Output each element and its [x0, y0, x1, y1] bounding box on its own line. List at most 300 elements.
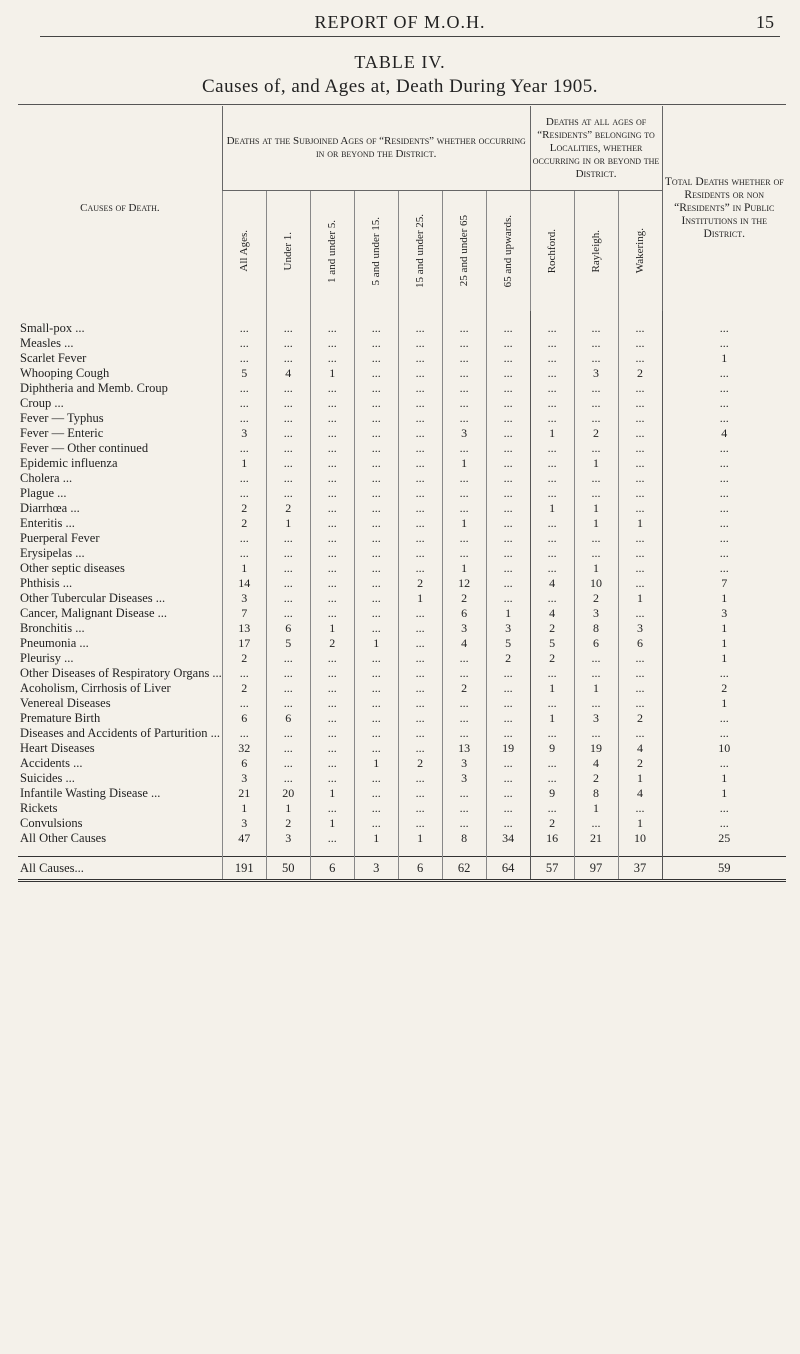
value-cell: ...: [310, 411, 354, 426]
page-number: 15: [756, 12, 774, 32]
value-cell: 21: [222, 786, 266, 801]
value-cell: ...: [398, 321, 442, 336]
value-cell: ...: [310, 741, 354, 756]
value-cell: 57: [530, 857, 574, 881]
value-cell: ...: [618, 651, 662, 666]
value-cell: ...: [618, 396, 662, 411]
value-cell: 1: [662, 636, 786, 651]
value-cell: ...: [530, 561, 574, 576]
value-cell: ...: [354, 696, 398, 711]
value-cell: 2: [222, 516, 266, 531]
value-cell: ...: [354, 471, 398, 486]
value-cell: ...: [618, 381, 662, 396]
value-cell: ...: [574, 726, 618, 741]
age-header-0: [222, 191, 266, 312]
value-cell: ...: [618, 486, 662, 501]
cause-name: Heart Diseases: [20, 741, 95, 755]
value-cell: ...: [574, 321, 618, 336]
value-cell: ...: [662, 396, 786, 411]
value-cell: ...: [398, 636, 442, 651]
value-cell: ...: [442, 441, 486, 456]
value-cell: ...: [222, 471, 266, 486]
value-cell: ...: [618, 606, 662, 621]
value-cell: ...: [442, 501, 486, 516]
cause-name: Measles ...: [20, 336, 74, 350]
value-cell: 4: [442, 636, 486, 651]
value-cell: ...: [486, 591, 530, 606]
value-cell: ...: [222, 411, 266, 426]
value-cell: ...: [266, 426, 310, 441]
value-cell: ...: [574, 351, 618, 366]
value-cell: 1: [354, 831, 398, 846]
value-cell: ...: [354, 336, 398, 351]
value-cell: ...: [398, 816, 442, 831]
value-cell: 3: [618, 621, 662, 636]
cause-header: Causes of Death.: [80, 202, 160, 214]
table-title: TABLE IV.: [354, 52, 446, 72]
value-cell: ...: [354, 681, 398, 696]
value-cell: ...: [310, 681, 354, 696]
value-cell: 3: [574, 711, 618, 726]
table-row: [18, 516, 786, 531]
value-cell: ...: [266, 411, 310, 426]
value-cell: ...: [486, 486, 530, 501]
value-cell: ...: [310, 441, 354, 456]
value-cell: ...: [486, 726, 530, 741]
value-cell: ...: [266, 441, 310, 456]
cause-name: Whooping Cough: [20, 366, 110, 380]
value-cell: 5: [222, 366, 266, 381]
value-cell: 1: [310, 621, 354, 636]
value-cell: ...: [310, 711, 354, 726]
value-cell: ...: [398, 366, 442, 381]
locality-header-2: [618, 191, 662, 312]
value-cell: 6: [618, 636, 662, 651]
value-cell: 1: [530, 711, 574, 726]
value-cell: ...: [574, 336, 618, 351]
value-cell: ...: [354, 801, 398, 816]
value-cell: ...: [354, 441, 398, 456]
value-cell: ...: [222, 381, 266, 396]
value-cell: ...: [354, 576, 398, 591]
value-cell: 2: [574, 771, 618, 786]
value-cell: ...: [486, 366, 530, 381]
value-cell: ...: [530, 666, 574, 681]
value-cell: ...: [442, 486, 486, 501]
value-cell: ...: [442, 696, 486, 711]
value-cell: ...: [398, 606, 442, 621]
value-cell: 1: [618, 591, 662, 606]
value-cell: ...: [266, 696, 310, 711]
value-cell: ...: [398, 381, 442, 396]
table-row: [18, 591, 786, 606]
value-cell: ...: [398, 786, 442, 801]
age-header-1-label: Under 1.: [281, 231, 294, 271]
value-cell: 7: [662, 576, 786, 591]
value-cell: 2: [530, 816, 574, 831]
value-cell: ...: [398, 456, 442, 471]
value-cell: 1: [530, 681, 574, 696]
value-cell: ...: [530, 321, 574, 336]
age-header-4: [398, 191, 442, 312]
value-cell: 1: [354, 756, 398, 771]
value-cell: 4: [574, 756, 618, 771]
value-cell: ...: [354, 321, 398, 336]
value-cell: 5: [530, 636, 574, 651]
value-cell: ...: [310, 396, 354, 411]
value-cell: 2: [574, 591, 618, 606]
value-cell: ...: [618, 321, 662, 336]
value-cell: ...: [486, 456, 530, 471]
value-cell: 2: [398, 576, 442, 591]
value-cell: 3: [442, 426, 486, 441]
value-cell: 191: [222, 857, 266, 881]
value-cell: ...: [486, 666, 530, 681]
value-cell: ...: [266, 336, 310, 351]
value-cell: 34: [486, 831, 530, 846]
value-cell: ...: [266, 486, 310, 501]
value-cell: 1: [442, 561, 486, 576]
value-cell: ...: [486, 576, 530, 591]
value-cell: ...: [354, 366, 398, 381]
value-cell: ...: [354, 486, 398, 501]
value-cell: ...: [310, 696, 354, 711]
value-cell: 13: [442, 741, 486, 756]
value-cell: ...: [662, 756, 786, 771]
value-cell: ...: [354, 816, 398, 831]
value-cell: 32: [222, 741, 266, 756]
value-cell: 97: [574, 857, 618, 881]
value-cell: 1: [310, 366, 354, 381]
value-cell: ...: [662, 711, 786, 726]
value-cell: 1: [530, 426, 574, 441]
table-row: [18, 486, 786, 501]
value-cell: ...: [442, 396, 486, 411]
value-cell: 2: [398, 756, 442, 771]
value-cell: ...: [442, 786, 486, 801]
value-cell: ...: [618, 456, 662, 471]
totals-label: All Causes...: [18, 857, 222, 881]
value-cell: ...: [222, 351, 266, 366]
value-cell: ...: [354, 456, 398, 471]
cause-name: Cancer, Malignant Disease ...: [20, 606, 168, 620]
value-cell: 1: [574, 561, 618, 576]
value-cell: ...: [530, 411, 574, 426]
table-row: [18, 396, 786, 411]
value-cell: ...: [354, 621, 398, 636]
table-row: [18, 576, 786, 591]
value-cell: 2: [222, 681, 266, 696]
value-cell: 62: [442, 857, 486, 881]
value-cell: ...: [310, 576, 354, 591]
value-cell: ...: [310, 471, 354, 486]
value-cell: ...: [398, 486, 442, 501]
cause-name: Scarlet Fever: [20, 351, 87, 365]
value-cell: ...: [310, 336, 354, 351]
value-cell: 2: [618, 366, 662, 381]
value-cell: ...: [222, 321, 266, 336]
value-cell: ...: [354, 591, 398, 606]
value-cell: ...: [266, 756, 310, 771]
age-header-2-label: 1 and under 5.: [325, 219, 338, 283]
value-cell: 1: [266, 516, 310, 531]
cause-name: Suicides ...: [20, 771, 75, 785]
value-cell: 4: [662, 426, 786, 441]
value-cell: ...: [662, 816, 786, 831]
value-cell: 21: [574, 831, 618, 846]
value-cell: ...: [574, 396, 618, 411]
value-cell: ...: [486, 681, 530, 696]
value-cell: ...: [266, 561, 310, 576]
value-cell: ...: [310, 321, 354, 336]
value-cell: 1: [222, 801, 266, 816]
table-row: [18, 366, 786, 381]
value-cell: 2: [266, 501, 310, 516]
value-cell: ...: [354, 786, 398, 801]
value-cell: ...: [310, 651, 354, 666]
value-cell: ...: [398, 801, 442, 816]
value-cell: ...: [662, 516, 786, 531]
cause-name: Other Tubercular Diseases ...: [20, 591, 166, 605]
value-cell: ...: [618, 426, 662, 441]
value-cell: ...: [618, 411, 662, 426]
value-cell: 8: [574, 621, 618, 636]
value-cell: ...: [266, 321, 310, 336]
value-cell: 2: [222, 501, 266, 516]
value-cell: ...: [530, 366, 574, 381]
value-cell: 1: [618, 516, 662, 531]
value-cell: 6: [398, 857, 442, 881]
value-cell: ...: [618, 501, 662, 516]
value-cell: 3: [354, 857, 398, 881]
value-cell: ...: [486, 381, 530, 396]
value-cell: ...: [486, 561, 530, 576]
value-cell: ...: [222, 666, 266, 681]
value-cell: ...: [486, 441, 530, 456]
value-cell: ...: [398, 726, 442, 741]
value-cell: ...: [266, 651, 310, 666]
value-cell: ...: [266, 471, 310, 486]
value-cell: 16: [530, 831, 574, 846]
value-cell: 59: [662, 857, 786, 881]
cause-name: All Other Causes: [20, 831, 107, 845]
value-cell: 6: [222, 756, 266, 771]
value-cell: ...: [354, 771, 398, 786]
value-cell: 6: [310, 857, 354, 881]
value-cell: ...: [442, 381, 486, 396]
age-header-6-label: 65 and upwards.: [501, 214, 514, 288]
value-cell: ...: [530, 381, 574, 396]
total-deaths-header: Total Deaths whether of Residents or non “Residents” in Public Institutions in the District.: [662, 106, 786, 311]
value-cell: 4: [618, 741, 662, 756]
value-cell: ...: [310, 516, 354, 531]
value-cell: ...: [574, 816, 618, 831]
value-cell: ...: [398, 426, 442, 441]
value-cell: ...: [266, 591, 310, 606]
value-cell: ...: [354, 666, 398, 681]
value-cell: ...: [398, 336, 442, 351]
value-cell: ...: [222, 696, 266, 711]
cause-name: Small-pox ...: [20, 321, 85, 335]
value-cell: 1: [574, 681, 618, 696]
value-cell: 1: [486, 606, 530, 621]
value-cell: ...: [354, 396, 398, 411]
value-cell: ...: [354, 411, 398, 426]
value-cell: 8: [442, 831, 486, 846]
value-cell: 10: [662, 741, 786, 756]
table-row: [18, 696, 786, 711]
value-cell: ...: [662, 471, 786, 486]
table-top-rule: [18, 104, 786, 105]
value-cell: 1: [354, 636, 398, 651]
value-cell: ...: [618, 576, 662, 591]
value-cell: ...: [398, 411, 442, 426]
value-cell: ...: [354, 351, 398, 366]
table-row: [18, 561, 786, 576]
value-cell: ...: [266, 771, 310, 786]
cause-name: Erysipelas ...: [20, 546, 85, 560]
value-cell: ...: [486, 756, 530, 771]
value-cell: ...: [618, 441, 662, 456]
value-cell: 1: [662, 696, 786, 711]
value-cell: ...: [574, 441, 618, 456]
value-cell: ...: [310, 771, 354, 786]
value-cell: ...: [354, 651, 398, 666]
value-cell: 1: [662, 621, 786, 636]
cause-name: Enteritis ...: [20, 516, 75, 530]
value-cell: ...: [398, 681, 442, 696]
value-cell: ...: [310, 351, 354, 366]
value-cell: ...: [310, 531, 354, 546]
table-row: [18, 666, 786, 681]
value-cell: ...: [354, 561, 398, 576]
value-cell: ...: [574, 531, 618, 546]
value-cell: ...: [442, 321, 486, 336]
value-cell: ...: [662, 666, 786, 681]
locality-header-1-label: Rayleigh.: [589, 229, 602, 273]
value-cell: ...: [662, 546, 786, 561]
cause-name: Phthisis ...: [20, 576, 73, 590]
value-cell: 1: [222, 456, 266, 471]
value-cell: ...: [574, 381, 618, 396]
value-cell: ...: [574, 651, 618, 666]
cause-name: Croup ...: [20, 396, 64, 410]
value-cell: ...: [266, 396, 310, 411]
value-cell: ...: [618, 561, 662, 576]
table-row: [18, 651, 786, 666]
value-cell: ...: [530, 591, 574, 606]
value-cell: ...: [618, 351, 662, 366]
value-cell: 3: [442, 621, 486, 636]
value-cell: ...: [574, 486, 618, 501]
value-cell: ...: [486, 396, 530, 411]
cause-name: Pleurisy ...: [20, 651, 74, 665]
value-cell: 17: [222, 636, 266, 651]
value-cell: 4: [266, 366, 310, 381]
value-cell: 9: [530, 786, 574, 801]
cause-name: Other Diseases of Respiratory Organs ...: [20, 666, 222, 680]
cause-name: Rickets: [20, 801, 58, 815]
value-cell: ...: [266, 681, 310, 696]
value-cell: ...: [530, 801, 574, 816]
value-cell: 3: [222, 591, 266, 606]
value-cell: 64: [486, 857, 530, 881]
value-cell: ...: [618, 801, 662, 816]
value-cell: 1: [574, 801, 618, 816]
value-cell: ...: [354, 726, 398, 741]
value-cell: 3: [486, 621, 530, 636]
value-cell: ...: [310, 426, 354, 441]
value-cell: 1: [398, 831, 442, 846]
value-cell: ...: [486, 801, 530, 816]
value-cell: 1: [662, 591, 786, 606]
value-cell: ...: [398, 621, 442, 636]
value-cell: 2: [222, 651, 266, 666]
value-cell: ...: [354, 546, 398, 561]
value-cell: 3: [222, 816, 266, 831]
value-cell: ...: [530, 471, 574, 486]
table-row: [18, 471, 786, 486]
spacer-row: [18, 846, 786, 857]
table-row: [18, 726, 786, 741]
value-cell: ...: [442, 336, 486, 351]
value-cell: 2: [266, 816, 310, 831]
cause-name: Fever — Typhus: [20, 411, 104, 425]
value-cell: 6: [266, 711, 310, 726]
value-cell: ...: [354, 711, 398, 726]
cause-name: Cholera ...: [20, 471, 73, 485]
value-cell: ...: [310, 756, 354, 771]
table-row: [18, 816, 786, 831]
value-cell: ...: [310, 591, 354, 606]
value-cell: ...: [662, 726, 786, 741]
value-cell: 13: [222, 621, 266, 636]
value-cell: 1: [662, 786, 786, 801]
value-cell: ...: [486, 471, 530, 486]
table-row: [18, 531, 786, 546]
cause-name: Venereal Diseases: [20, 696, 111, 710]
value-cell: ...: [310, 501, 354, 516]
value-cell: 12: [442, 576, 486, 591]
value-cell: ...: [442, 651, 486, 666]
table-row: [18, 786, 786, 801]
value-cell: 3: [222, 771, 266, 786]
value-cell: ...: [662, 486, 786, 501]
value-cell: ...: [398, 531, 442, 546]
cause-name: Epidemic influenza: [20, 456, 118, 470]
value-cell: ...: [266, 666, 310, 681]
age-header-4-label: 15 and under 25.: [413, 214, 426, 288]
value-cell: ...: [662, 366, 786, 381]
value-cell: ...: [486, 336, 530, 351]
value-cell: 50: [266, 857, 310, 881]
table-row: [18, 546, 786, 561]
cause-name: Bronchitis ...: [20, 621, 85, 635]
table-row: [18, 501, 786, 516]
value-cell: 2: [618, 756, 662, 771]
value-cell: ...: [486, 516, 530, 531]
spacer-row: [18, 311, 786, 321]
table-row: [18, 756, 786, 771]
value-cell: 1: [574, 501, 618, 516]
value-cell: ...: [222, 441, 266, 456]
table-row: [18, 606, 786, 621]
locality-header-2-label: Wakering.: [633, 228, 646, 274]
value-cell: ...: [662, 456, 786, 471]
value-cell: ...: [222, 486, 266, 501]
value-cell: ...: [398, 516, 442, 531]
value-cell: ...: [266, 606, 310, 621]
